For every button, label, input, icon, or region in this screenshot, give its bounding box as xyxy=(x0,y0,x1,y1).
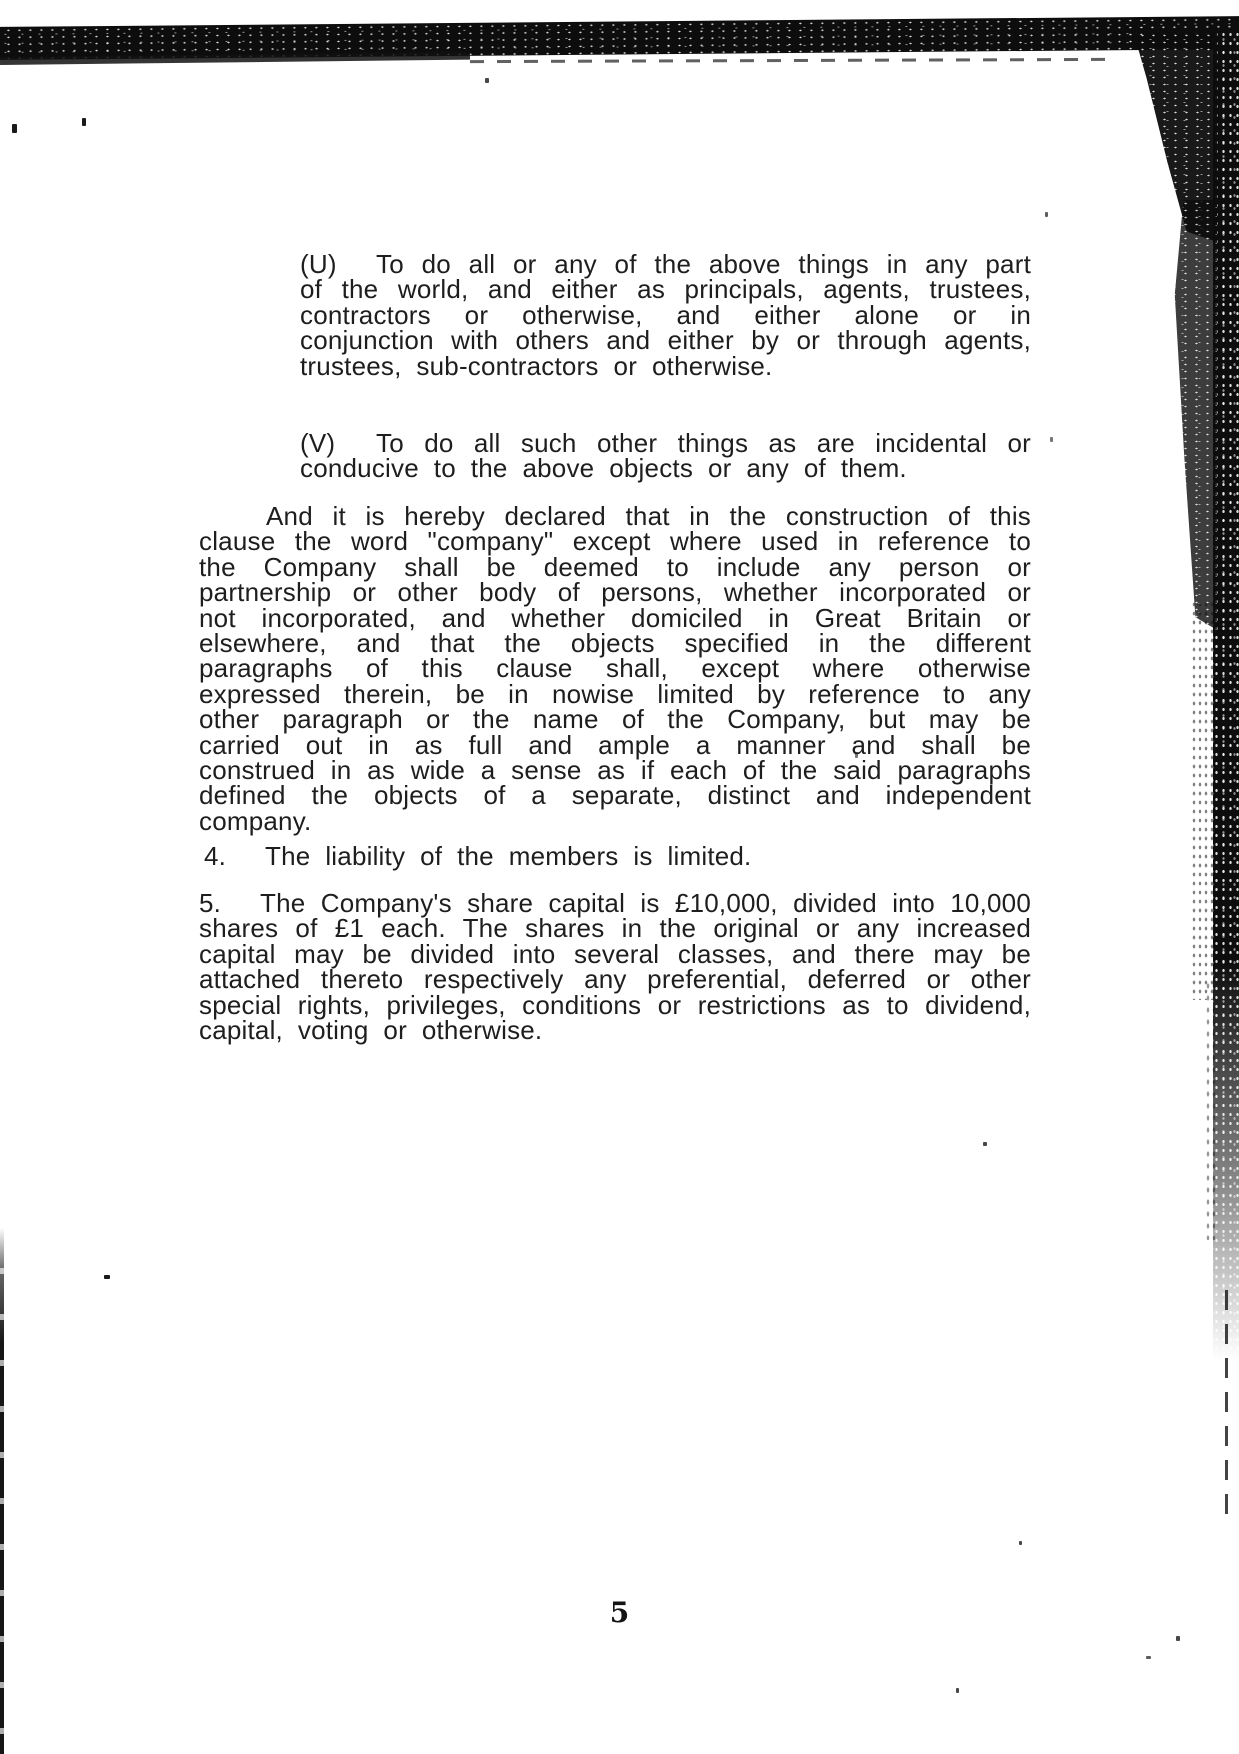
clause-text-v: To do all such other things as are incidental or conducive to the above objects or any of them. xyxy=(300,428,1031,484)
scan-speck xyxy=(956,1688,959,1693)
scan-speck xyxy=(1019,1541,1022,1545)
scan-speck xyxy=(1176,1636,1180,1641)
scan-speck xyxy=(983,1142,987,1146)
scan-noise-left-line xyxy=(0,1228,4,1754)
clause-paragraph-v xyxy=(300,428,1031,484)
article-4-number: 4. xyxy=(204,841,227,871)
scan-noise-top-band xyxy=(0,16,1239,60)
scan-noise-top-dashline xyxy=(470,58,1110,63)
article-4-text: The liability of the members is limited. xyxy=(265,841,752,871)
scan-noise-right-tail xyxy=(1225,1290,1228,1520)
scan-noise-right-sparse xyxy=(1205,980,1219,1240)
scan-speck xyxy=(12,124,17,133)
scan-noise-right-mid xyxy=(1169,200,1217,630)
clause-paragraph-u xyxy=(300,249,1031,381)
article-4-paragraph xyxy=(204,841,1031,871)
clause-label-u: (U) xyxy=(300,249,337,279)
article-5-text: The Company's share capital is £10,000, divided into 10,000 shares of £1 each. The shares in the original or any increased capital may be divided into several classes, and there may be attached thereto respectively any preferential, deferred or other special rights, privileges, conditions or restrictions as to dividend, capital, voting or otherwise. xyxy=(199,888,1031,1046)
article-5-paragraph xyxy=(199,888,1031,1046)
article-5-number: 5. xyxy=(199,888,222,918)
scan-speck xyxy=(104,1275,110,1279)
clause-label-v: (V) xyxy=(300,428,336,458)
scan-speck xyxy=(82,118,86,126)
page-number: 5 xyxy=(609,1596,630,1629)
scan-speck xyxy=(1050,437,1053,442)
scan-noise-right-low xyxy=(1191,600,1217,1000)
declaration-paragraph: And it is hereby declared that in the construction of this clause the word "company" except where used in reference to the Company shall be deemed to include any person or partnership or other body of persons, whether incorporated or not incorporated, and whether domiciled in Great Britain or elsewhere, and that the objects specified in the different paragraphs of this clause shall, except where otherwise expressed therein, be in nowise limited by reference to any other paragraph or the name of the Company, but may be carried out in as full and ample a manner and shall be construed in as wide a sense as if each of the said paragraphs defined the objects of a separate, distinct and independent company. xyxy=(199,501,1031,836)
clause-text-u: To do all or any of the above things in any part of the world, and either as principals, agents, trustees, contractors or otherwise, and either alone or in conjunction with others and either by or through agents, trustees, sub-contractors or otherwise. xyxy=(300,249,1031,381)
scan-speck xyxy=(485,78,489,83)
scan-speck xyxy=(1146,1656,1151,1659)
scan-speck xyxy=(1045,212,1048,217)
